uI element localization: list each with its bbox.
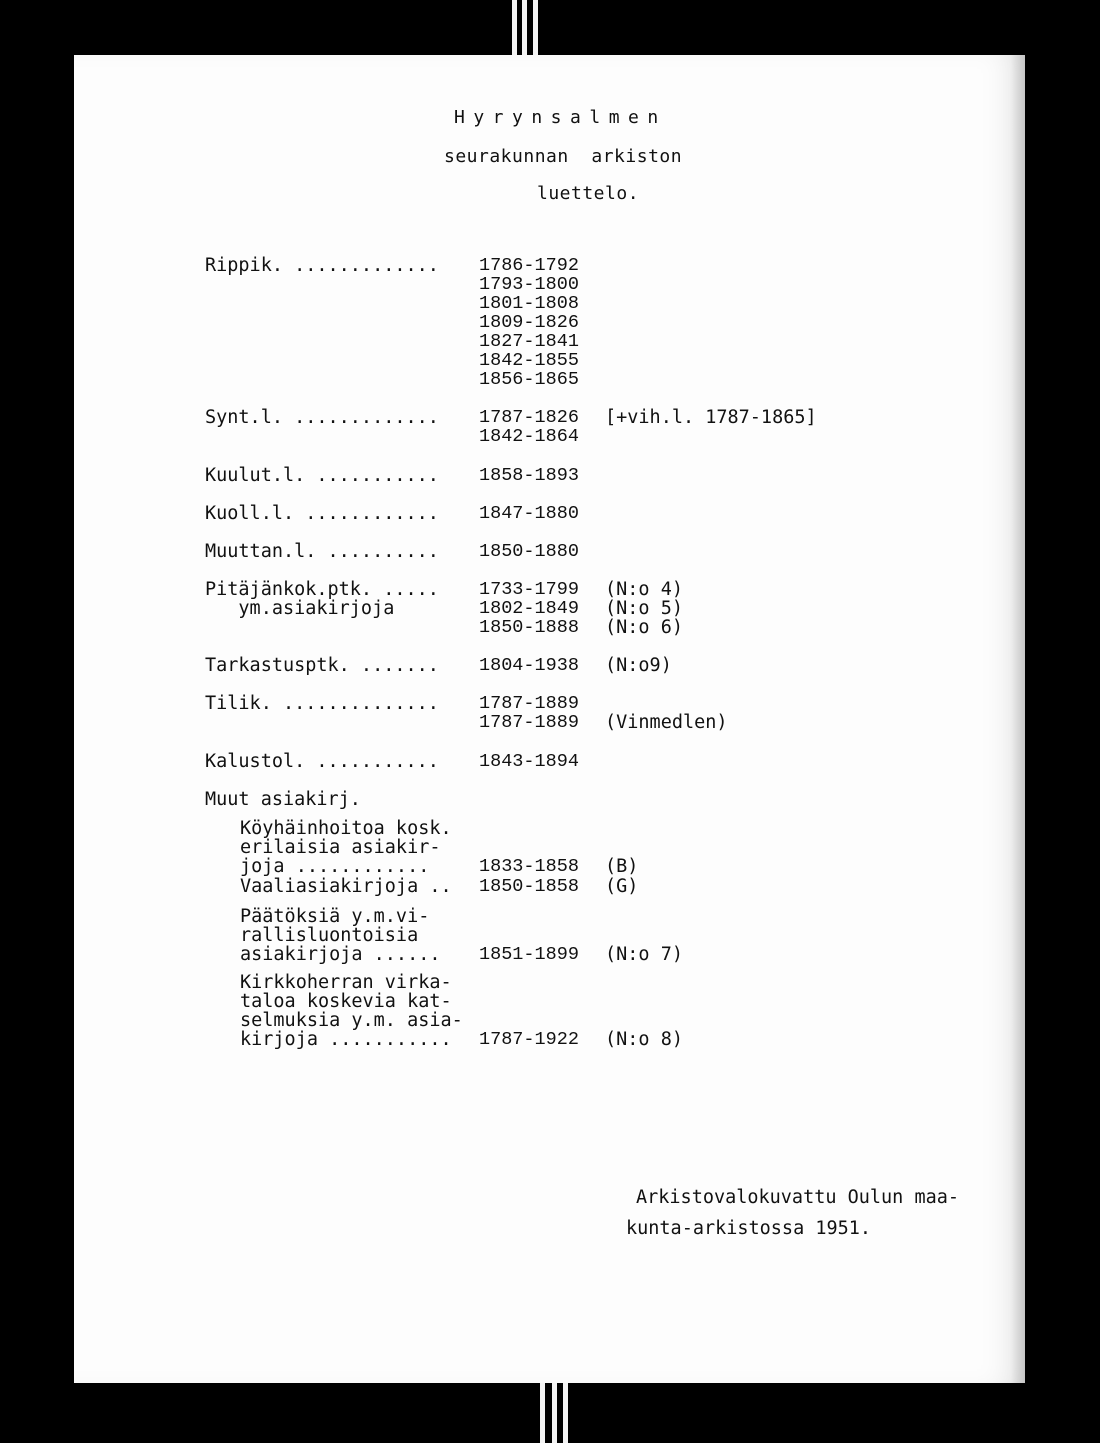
year-range: 1733-1799 [479,579,579,600]
entry-label-line: kirjoja ........... [240,1029,452,1050]
year-range: 1809-1826 [479,312,579,333]
entry-label-line: Päätöksiä y.m.vi- [240,906,430,927]
entry-label-line: Tarkastusptk. ....... [205,655,439,676]
entry-note: (N:o 4) [605,579,683,600]
entry-label-line: Rippik. ............. [205,255,439,276]
archive-stamp-note [626,1182,960,1244]
year-range: 1843-1894 [479,751,579,772]
year-range: 1787-1889 [479,693,579,714]
footer-line: Arkistovalokuvattu Oulun maa- [636,1187,960,1208]
year-range: 1851-1899 [479,944,579,965]
entry-years [479,466,579,485]
entry-notes [605,877,638,896]
entry-label [205,907,500,964]
entry-notes [605,656,672,675]
year-range: 1827-1841 [479,331,579,352]
film-edge-mark [522,0,527,58]
year-range [479,1011,579,1030]
year-range: 1833-1858 [479,856,579,877]
entry-label [205,694,465,713]
entry-years [479,408,579,446]
entry-note: (N:o 5) [605,598,683,619]
entry-years [479,504,579,523]
entry-label [205,752,465,771]
entry-label-line: Vaaliasiakirjoja .. [240,876,452,897]
entry-label [205,790,465,809]
entry-note [605,694,728,713]
year-range: 1850-1858 [479,876,579,897]
entry-years [479,973,579,1049]
year-range [479,973,579,992]
entry-note: (N:o 8) [605,1029,683,1050]
entry-label-line: Pitäjänkok.ptk. ..... [205,579,439,600]
entry-years [479,877,579,896]
entry-notes [605,694,728,732]
year-range: 1802-1849 [479,598,579,619]
year-range: 1787-1889 [479,712,579,733]
entry-label [205,408,465,427]
year-range: 1850-1888 [479,617,579,638]
entry-notes [605,408,817,427]
year-range [479,819,579,838]
year-range [479,838,579,857]
entry-label [205,580,465,618]
entry-label-line: Kuoll.l. ............ [205,503,439,524]
year-range [479,992,579,1011]
year-range: 1847-1880 [479,503,579,524]
year-range: 1850-1880 [479,541,579,562]
year-range: 1787-1826 [479,407,579,428]
document-title: Hyrynsalmen [454,107,667,128]
entry-note [605,926,683,945]
entry-note: (N:o9) [605,655,672,676]
entry-label [205,504,465,523]
entry-label-line: Muuttan.l. .......... [205,541,439,562]
entry-label-line: Kalustol. ........... [205,751,439,772]
entry-label [205,256,465,275]
entry-note: (N:o 6) [605,617,683,638]
entry-note [605,992,683,1011]
entry-label [205,656,465,675]
entry-label-line: Tilik. .............. [205,693,439,714]
entry-label-line: Kirkkoherran virka- [240,972,452,993]
entry-label-line: Muut asiakirj. [205,789,361,810]
entry-notes [605,907,683,964]
entry-label-line: selmuksia y.m. asia- [240,1010,463,1031]
year-range [479,907,579,926]
year-range: 1856-1865 [479,369,579,390]
entry-years [479,752,579,771]
entry-years [479,694,579,732]
entry-note [605,819,638,838]
film-edge-mark [563,1383,568,1443]
year-range: 1801-1808 [479,293,579,314]
year-range: 1804-1938 [479,655,579,676]
entry-label [205,542,465,561]
footer-line: kunta-arkistossa 1951. [626,1218,872,1239]
entry-notes [605,973,683,1049]
entry-note: [+vih.l. 1787-1865] [605,407,817,428]
entry-label-line: asiakirjoja ...... [240,944,441,965]
entry-note: (N:o 7) [605,944,683,965]
entry-label [205,877,500,896]
entry-note: (B) [605,856,639,877]
entry-notes [605,819,638,876]
entry-label-line: ym.asiakirjoja [205,598,395,619]
entry-label-line: Kuulut.l. ........... [205,465,439,486]
entry-years [479,580,579,637]
year-range: 1793-1800 [479,274,579,295]
entry-label-line: Köyhäinhoitoa kosk. [240,818,452,839]
document-subtitle-2: luettelo. [537,183,640,204]
entry-note [605,1011,683,1030]
entry-label [205,466,465,485]
entry-years [479,256,579,389]
film-edge-mark [512,0,517,58]
film-edge-mark [533,0,538,58]
year-range: 1842-1864 [479,426,579,447]
entry-label-line: erilaisia asiakir- [240,837,441,858]
entry-note [605,907,683,926]
entry-years [479,542,579,561]
entry-label-line: joja ............ [240,856,430,877]
year-range: 1787-1922 [479,1029,579,1050]
entry-notes [605,580,683,637]
year-range: 1842-1855 [479,350,579,371]
entry-note [605,838,638,857]
year-range: 1858-1893 [479,465,579,486]
year-range [479,926,579,945]
entry-note [605,973,683,992]
entry-label-line: Synt.l. ............. [205,407,439,428]
film-edge-mark [540,1383,545,1443]
document-subtitle: seurakunnan arkiston [444,146,683,167]
film-edge-mark [552,1383,557,1443]
entry-label [205,973,500,1049]
entry-years [479,656,579,675]
entry-label-line: taloa koskevia kat- [240,991,452,1012]
year-range: 1786-1792 [479,255,579,276]
entry-years [479,819,579,876]
entry-note: (Vinmedlen) [605,712,728,733]
document-page [74,55,1025,1383]
entry-note: (G) [605,876,639,897]
entry-label-line: rallisluontoisia [240,925,419,946]
entry-years [479,907,579,964]
entry-label [205,819,500,876]
